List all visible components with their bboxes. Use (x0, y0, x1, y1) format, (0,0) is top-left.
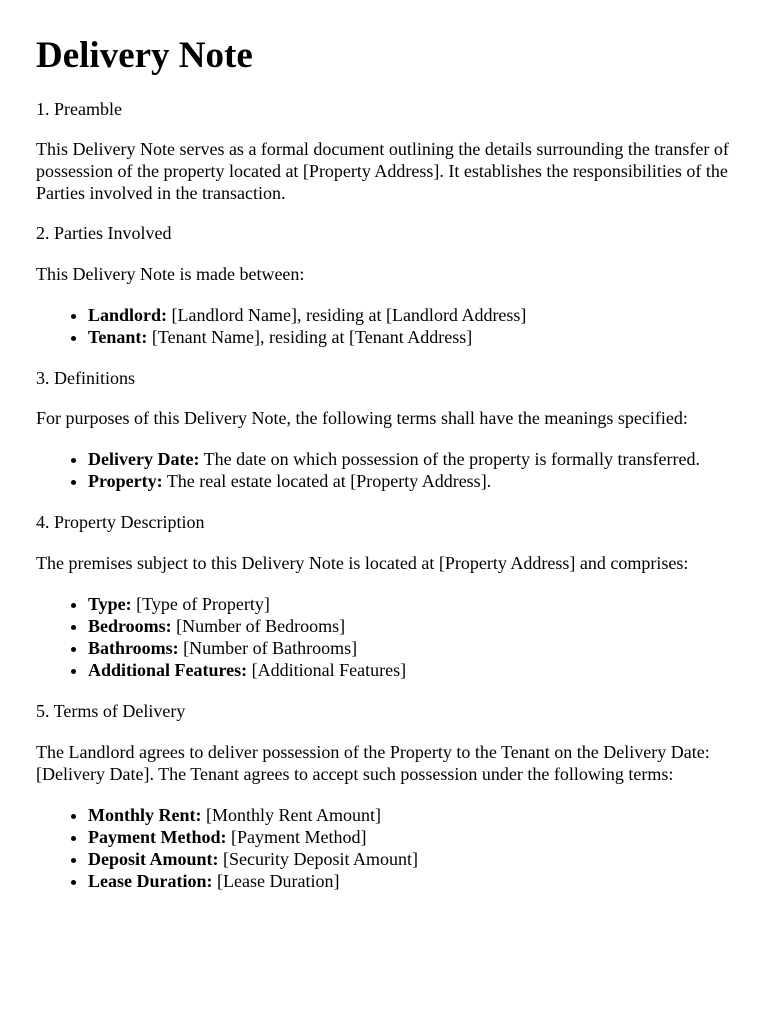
list-item (88, 637, 734, 659)
parties-list (36, 304, 734, 348)
list-item (88, 448, 734, 470)
list-item (88, 304, 734, 326)
section-terms-of-delivery (36, 701, 734, 892)
terms-list (36, 804, 734, 892)
list-item-text: [Landlord Name], residing at [Landlord Address] (167, 304, 527, 325)
list-item-text: [Security Deposit Amount] (218, 848, 418, 869)
list-item-term: Landlord: (88, 304, 168, 325)
list-item-text: [Number of Bedrooms] (171, 616, 346, 637)
list-item (88, 326, 734, 348)
list-item (88, 870, 734, 892)
section-paragraph: For purposes of this Delivery Note, the following terms shall have the meanings specified: (36, 408, 688, 429)
section-definitions (36, 368, 734, 493)
list-item (88, 593, 734, 615)
list-item (88, 470, 734, 492)
section-property-description (36, 512, 734, 681)
list-item-term: Bedrooms: (88, 616, 172, 637)
list-item-term: Additional Features: (88, 660, 248, 681)
section-paragraph: This Delivery Note serves as a formal document outlining the details surrounding the transfer of possession of the property located at [Property Address]. It establishes the responsibilities of the Parties involved in the transaction. (36, 139, 729, 204)
page-title: Delivery Note (36, 35, 253, 76)
section-heading: 3. Definitions (36, 367, 135, 388)
definitions-list (36, 448, 734, 492)
list-item (88, 826, 734, 848)
section-heading: 4. Property Description (36, 512, 205, 533)
list-item-term: Tenant: (88, 326, 148, 347)
list-item-text: [Lease Duration] (212, 870, 340, 891)
list-item (88, 848, 734, 870)
list-item-term: Deposit Amount: (88, 848, 219, 869)
list-item-text: The real estate located at [Property Address]. (162, 471, 492, 492)
list-item (88, 615, 734, 637)
list-item-term: Payment Method: (88, 826, 227, 847)
list-item-text: [Number of Bathrooms] (178, 638, 358, 659)
list-item-term: Bathrooms: (88, 638, 179, 659)
list-item-term: Delivery Date: (88, 449, 200, 470)
list-item-text: [Additional Features] (247, 660, 407, 681)
section-parties (36, 223, 734, 348)
list-item (88, 659, 734, 681)
section-heading: 2. Parties Involved (36, 223, 172, 244)
list-item (88, 804, 734, 826)
property-list (36, 593, 734, 681)
list-item-text: [Monthly Rent Amount] (201, 804, 381, 825)
list-item-text: The date on which possession of the property is formally transferred. (199, 449, 700, 470)
list-item-term: Lease Duration: (88, 870, 213, 891)
list-item-term: Property: (88, 471, 163, 492)
section-heading: 5. Terms of Delivery (36, 701, 186, 722)
section-heading: 1. Preamble (36, 98, 122, 119)
list-item-term: Monthly Rent: (88, 804, 202, 825)
list-item-term: Type: (88, 594, 132, 615)
section-paragraph: The premises subject to this Delivery Note is located at [Property Address] and comprises: (36, 553, 689, 574)
list-item-text: [Payment Method] (226, 826, 367, 847)
section-paragraph: The Landlord agrees to deliver possession of the Property to the Tenant on the Delivery Date: [Delivery Date]. The Tenant agrees to accept such possession under the following terms: (36, 741, 710, 784)
section-paragraph: This Delivery Note is made between: (36, 263, 305, 284)
section-preamble (36, 99, 734, 205)
list-item-text: [Tenant Name], residing at [Tenant Address] (147, 326, 473, 347)
list-item-text: [Type of Property] (131, 594, 270, 615)
